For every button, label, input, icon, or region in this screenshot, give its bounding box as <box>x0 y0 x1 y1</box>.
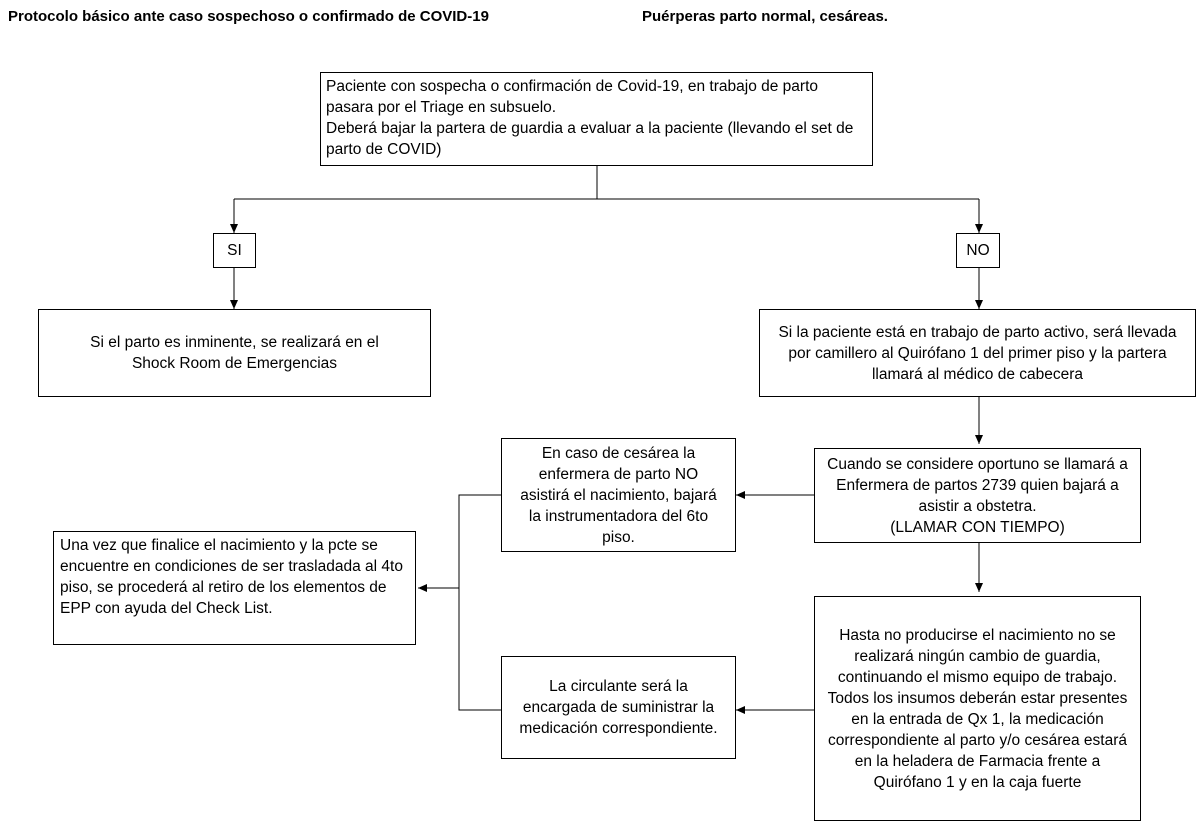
call-nurse-box <box>814 448 1141 543</box>
decision-no-label <box>956 233 1000 268</box>
connector-start-split <box>234 165 979 199</box>
epp-removal-text: Una vez que finalice el nacimiento y la pcte se encuentre en condiciones de ser trasladada al 4to piso, se procederá al retiro de los elementos de EPP con ayuda del Check List. <box>60 537 403 617</box>
circulating-box <box>501 656 736 759</box>
no-shift-change-text-1: Hasta no producirse el nacimiento no se realizará ningún cambio de guardia, continuando el mismo equipo de trabajo. <box>837 626 1118 686</box>
decision-yes-label <box>213 233 256 268</box>
no-shift-change-text-2: Todos los insumos deberán estar presentes en la entrada de Qx 1, la medicación correspondiente al parto y/o cesárea estará en la heladera de Farmacia frente a Quirófano 1 y en la caja fuerte <box>827 689 1128 791</box>
epp-removal-box <box>53 531 416 645</box>
page-title: Protocolo básico ante caso sospechoso o confirmado de COVID-19 <box>8 8 489 25</box>
no-label-text: NO <box>966 242 990 259</box>
start-box <box>320 72 873 166</box>
no-result-text: Si la paciente está en trabajo de parto activo, será llevada por camillero al Quirófano 1 del primer piso y la partera llamará al médico de cabecera <box>778 323 1177 383</box>
cesarean-text: En caso de cesárea la enfermera de parto NO asistirá el nacimiento, bajará la instrumentadora del 6to piso. <box>520 444 717 546</box>
connector-bracket <box>459 495 501 710</box>
call-nurse-emphasis: (LLAMAR CON TIEMPO) <box>890 518 1065 536</box>
call-nurse-text: Cuando se considere oportuno se llamará a Enfermera de partos 2739 quien bajará a asistir a obstetra. <box>827 455 1128 515</box>
page-subtitle: Puérperas parto normal, cesáreas. <box>642 8 888 25</box>
no-result-box <box>759 309 1196 397</box>
yes-result-text: Si el parto es inminente, se realizará en el Shock Room de Emergencias <box>90 334 379 372</box>
start-box-text-2: Deberá bajar la partera de guardia a evaluar a la paciente (llevando el set de parto de COVID) <box>326 120 854 158</box>
no-shift-change-box <box>814 596 1141 821</box>
cesarean-box <box>501 438 736 552</box>
circulating-text: La circulante será la encargada de suministrar la medicación correspondiente. <box>519 678 718 737</box>
yes-result-box <box>38 309 431 397</box>
start-box-text-1: Paciente con sospecha o confirmación de Covid-19, en trabajo de parto pasara por el Triage en subsuelo. <box>326 78 818 116</box>
yes-label-text: SI <box>227 242 242 259</box>
